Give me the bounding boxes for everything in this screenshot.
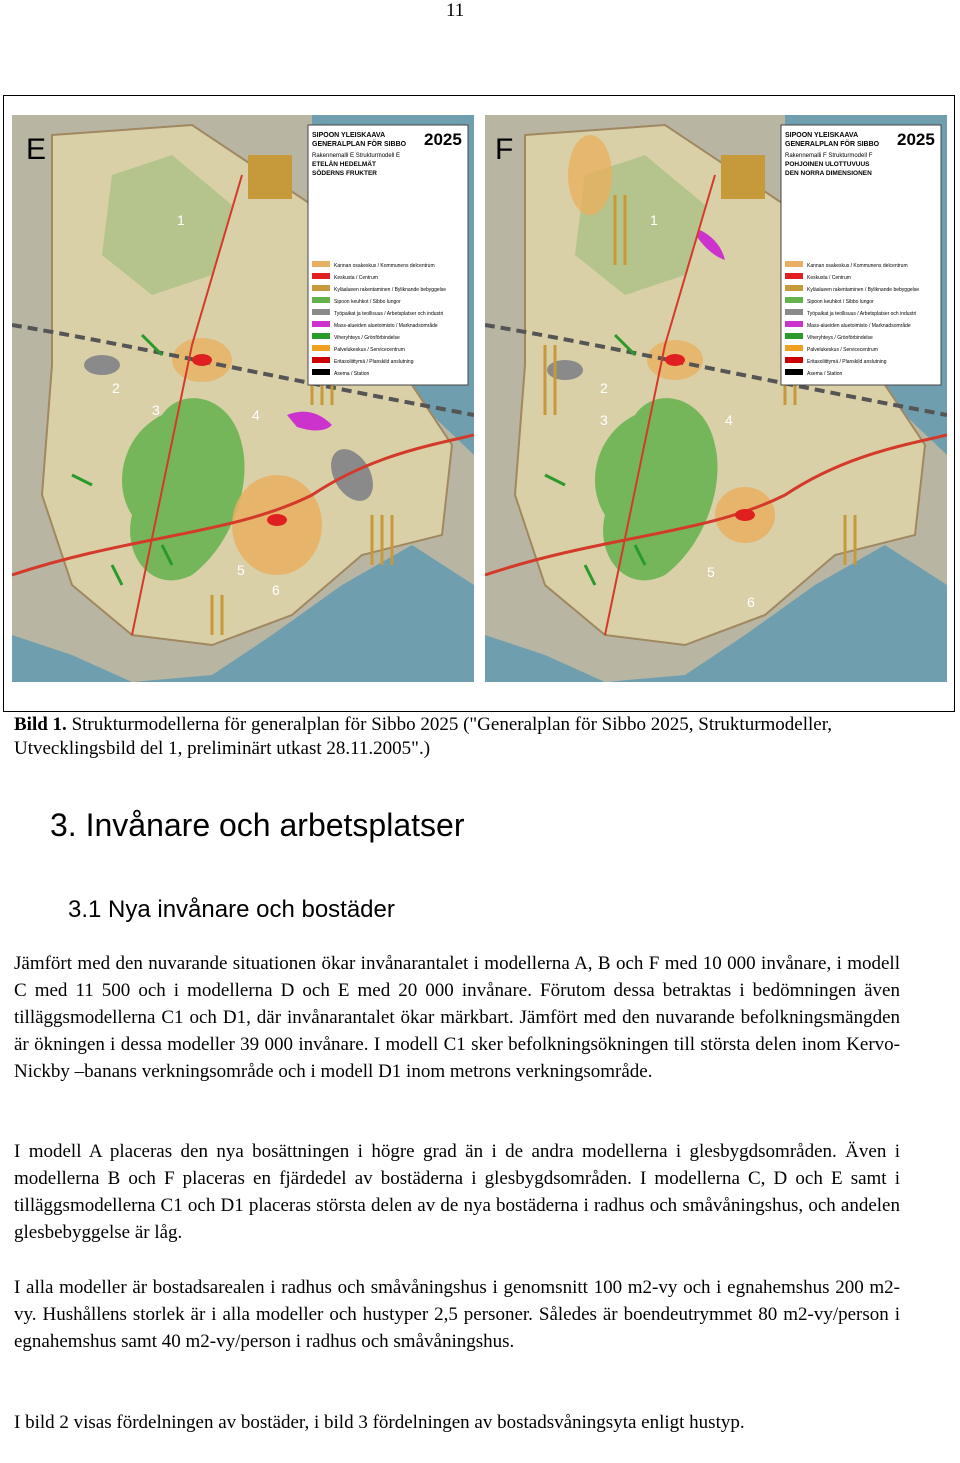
centre-marker-north xyxy=(192,354,212,366)
legend-year: 2025 xyxy=(424,130,462,149)
legend-item: Keskusta / Centrum xyxy=(334,275,378,281)
legend-subtitle-sv: SÖDERNS FRUKTER xyxy=(312,170,378,177)
section-heading: 3. Invånare och arbetsplatser xyxy=(50,807,465,843)
legend-item: Työpaikat ja teollisuus / Arbetsplatser och industri xyxy=(807,311,917,317)
legend-year: 2025 xyxy=(897,130,935,149)
legend-item: Sipoon keuhkot / Sibbo lungor xyxy=(807,299,874,305)
centre-area-north xyxy=(568,135,612,215)
legend-subtitle-fi: POHJOINEN ULOTTUVUUS xyxy=(785,161,870,168)
centre-marker-south xyxy=(267,514,287,526)
legend-subtitle-sv: DEN NORRA DIMENSIONEN xyxy=(785,170,872,177)
legend-plan-title-fi: SIPOON YLEISKAAVA xyxy=(785,132,859,139)
caption-label: Bild 1. xyxy=(14,714,67,735)
legend-item: Eritasoliittymä / Planskild anslutning xyxy=(807,359,887,365)
legend-item: Palvelukeskus / Servicecentrum xyxy=(807,347,878,353)
page-number: 11 xyxy=(446,0,465,21)
zone-label: 3 xyxy=(600,412,608,428)
paragraph: Jämfört med den nuvarande situationen ökar invånarantalet i modellerna A, B och F med 10 000 invånare, i modell C med 11 500 och i modellerna D och E med 20 000 invånare. Förutom dessa betraktas i bedömningen även tilläggsmodellerna C1 och D1, där invånarantalet ökar märkbart. Jämfört med den nuvarande befolkningsmängden är ökningen i dessa modeller 39 000 invånare. I modell C1 sker befolkningsökningen till största delen inom Kervo-Nickby –banans verkningsområde och i modell D1 inom metrons verkningsområde. xyxy=(14,953,900,1082)
legend-item: Mass-alueiden aluetoimisto / Marknadsområde xyxy=(807,323,911,329)
map-e-graphic xyxy=(12,115,474,682)
legend-item: Työpaikat ja teollisuus / Arbetsplatser och industri xyxy=(334,311,444,317)
zone-label: 3 xyxy=(152,402,160,418)
legend-item: Keskusta / Centrum xyxy=(807,275,851,281)
legend-item: Kannan osakeskus / Kommunens delcentrum xyxy=(807,263,908,269)
map-e xyxy=(12,115,474,682)
industry-area-west xyxy=(84,355,120,375)
legend-swatch xyxy=(721,155,765,199)
legend-item: Viheryhteys / Grönförbindelse xyxy=(334,335,400,341)
legend-plan-title-sv: GENERALPLAN FÖR SIBBO xyxy=(785,141,880,148)
legend-swatch xyxy=(248,155,292,199)
legend-item: Sipoon keuhkot / Sibbo lungor xyxy=(334,299,401,305)
legend-box xyxy=(308,125,468,385)
centre-marker-north xyxy=(665,354,685,366)
paragraph: I modell A placeras den nya bosättningen i högre grad än i de andra modellerna i glesbygdsområden. Även i modellerna B och F placeras en fjärdedel av bostäderna i glesbygdsområden. I modellerna C, D och E samt i tilläggsmodellerna C1 och D1 placeras största delen av de nya bostäderna i radhus och småvåningshus, och andelen glesbebyggelse är låg. xyxy=(14,1141,900,1243)
legend-item: Mass-alueiden aluetoimisto / Marknadsområde xyxy=(334,323,438,329)
map-letter: E xyxy=(26,133,47,166)
legend-item: Eritasoliittymä / Planskild anslutning xyxy=(334,359,414,365)
legend-item: Kannan osakeskus / Kommunens delcentrum xyxy=(334,263,435,269)
legend-item: Asema / Station xyxy=(807,371,843,377)
zone-label: 5 xyxy=(707,564,715,580)
zone-label: 4 xyxy=(252,407,260,423)
zone-label: 6 xyxy=(272,582,280,598)
legend-plan-title-sv: GENERALPLAN FÖR SIBBO xyxy=(312,141,407,148)
zone-label: 1 xyxy=(177,212,185,228)
zone-label: 5 xyxy=(237,562,245,578)
legend-item: Kyläalueen rakentaminen / Byliknande bebyggelse xyxy=(807,287,920,293)
subsection-heading: 3.1 Nya invånare och bostäder xyxy=(68,896,395,923)
figure-caption xyxy=(14,713,944,761)
paragraph: I alla modeller är bostadsarealen i radhus och småvåningshus i genomsnitt 100 m2-vy och i egnahemshus 200 m2-vy. Hushållens storlek är i alla modeller och hustyper 2,5 personer. Således är boendeutrymmet 80 m2-vy/person i egnahemshus samt 40 m2-vy/person i radhus och småvåningshus. xyxy=(14,1277,900,1352)
caption-text: Strukturmodellerna för generalplan för Sibbo 2025 ("Generalplan för Sibbo 2025, Strukturmodeller, Utvecklingsbild del 1, preliminärt utkast 28.11.2005".) xyxy=(14,714,833,759)
centre-marker-south xyxy=(735,509,755,521)
industry-area-west xyxy=(547,360,583,380)
map-f xyxy=(485,115,947,682)
map-f-graphic xyxy=(485,115,947,682)
zone-label: 1 xyxy=(650,212,658,228)
legend-item: Palvelukeskus / Servicecentrum xyxy=(334,347,405,353)
paragraph: I bild 2 visas fördelningen av bostäder, i bild 3 fördelningen av bostadsvåningsyta enligt hustyp. xyxy=(14,1412,745,1433)
legend-model-line: Rakennemalli E Strukturmodell E xyxy=(312,153,401,159)
zone-label: 2 xyxy=(112,380,120,396)
legend-subtitle-fi: ETELÄN HEDELMÄT xyxy=(312,161,376,168)
legend-plan-title-fi: SIPOON YLEISKAAVA xyxy=(312,132,386,139)
legend-box xyxy=(781,125,941,385)
zone-label: 2 xyxy=(600,380,608,396)
zone-label: 4 xyxy=(725,412,733,428)
legend-item: Viheryhteys / Grönförbindelse xyxy=(807,335,873,341)
zone-label: 6 xyxy=(747,594,755,610)
legend-item: Asema / Station xyxy=(334,371,370,377)
map-letter: F xyxy=(495,133,514,166)
legend-item: Kyläalueen rakentaminen / Byliknande bebyggelse xyxy=(334,287,447,293)
legend-model-line: Rakennemalli F Strukturmodell F xyxy=(785,153,873,159)
figure-frame xyxy=(3,95,955,712)
